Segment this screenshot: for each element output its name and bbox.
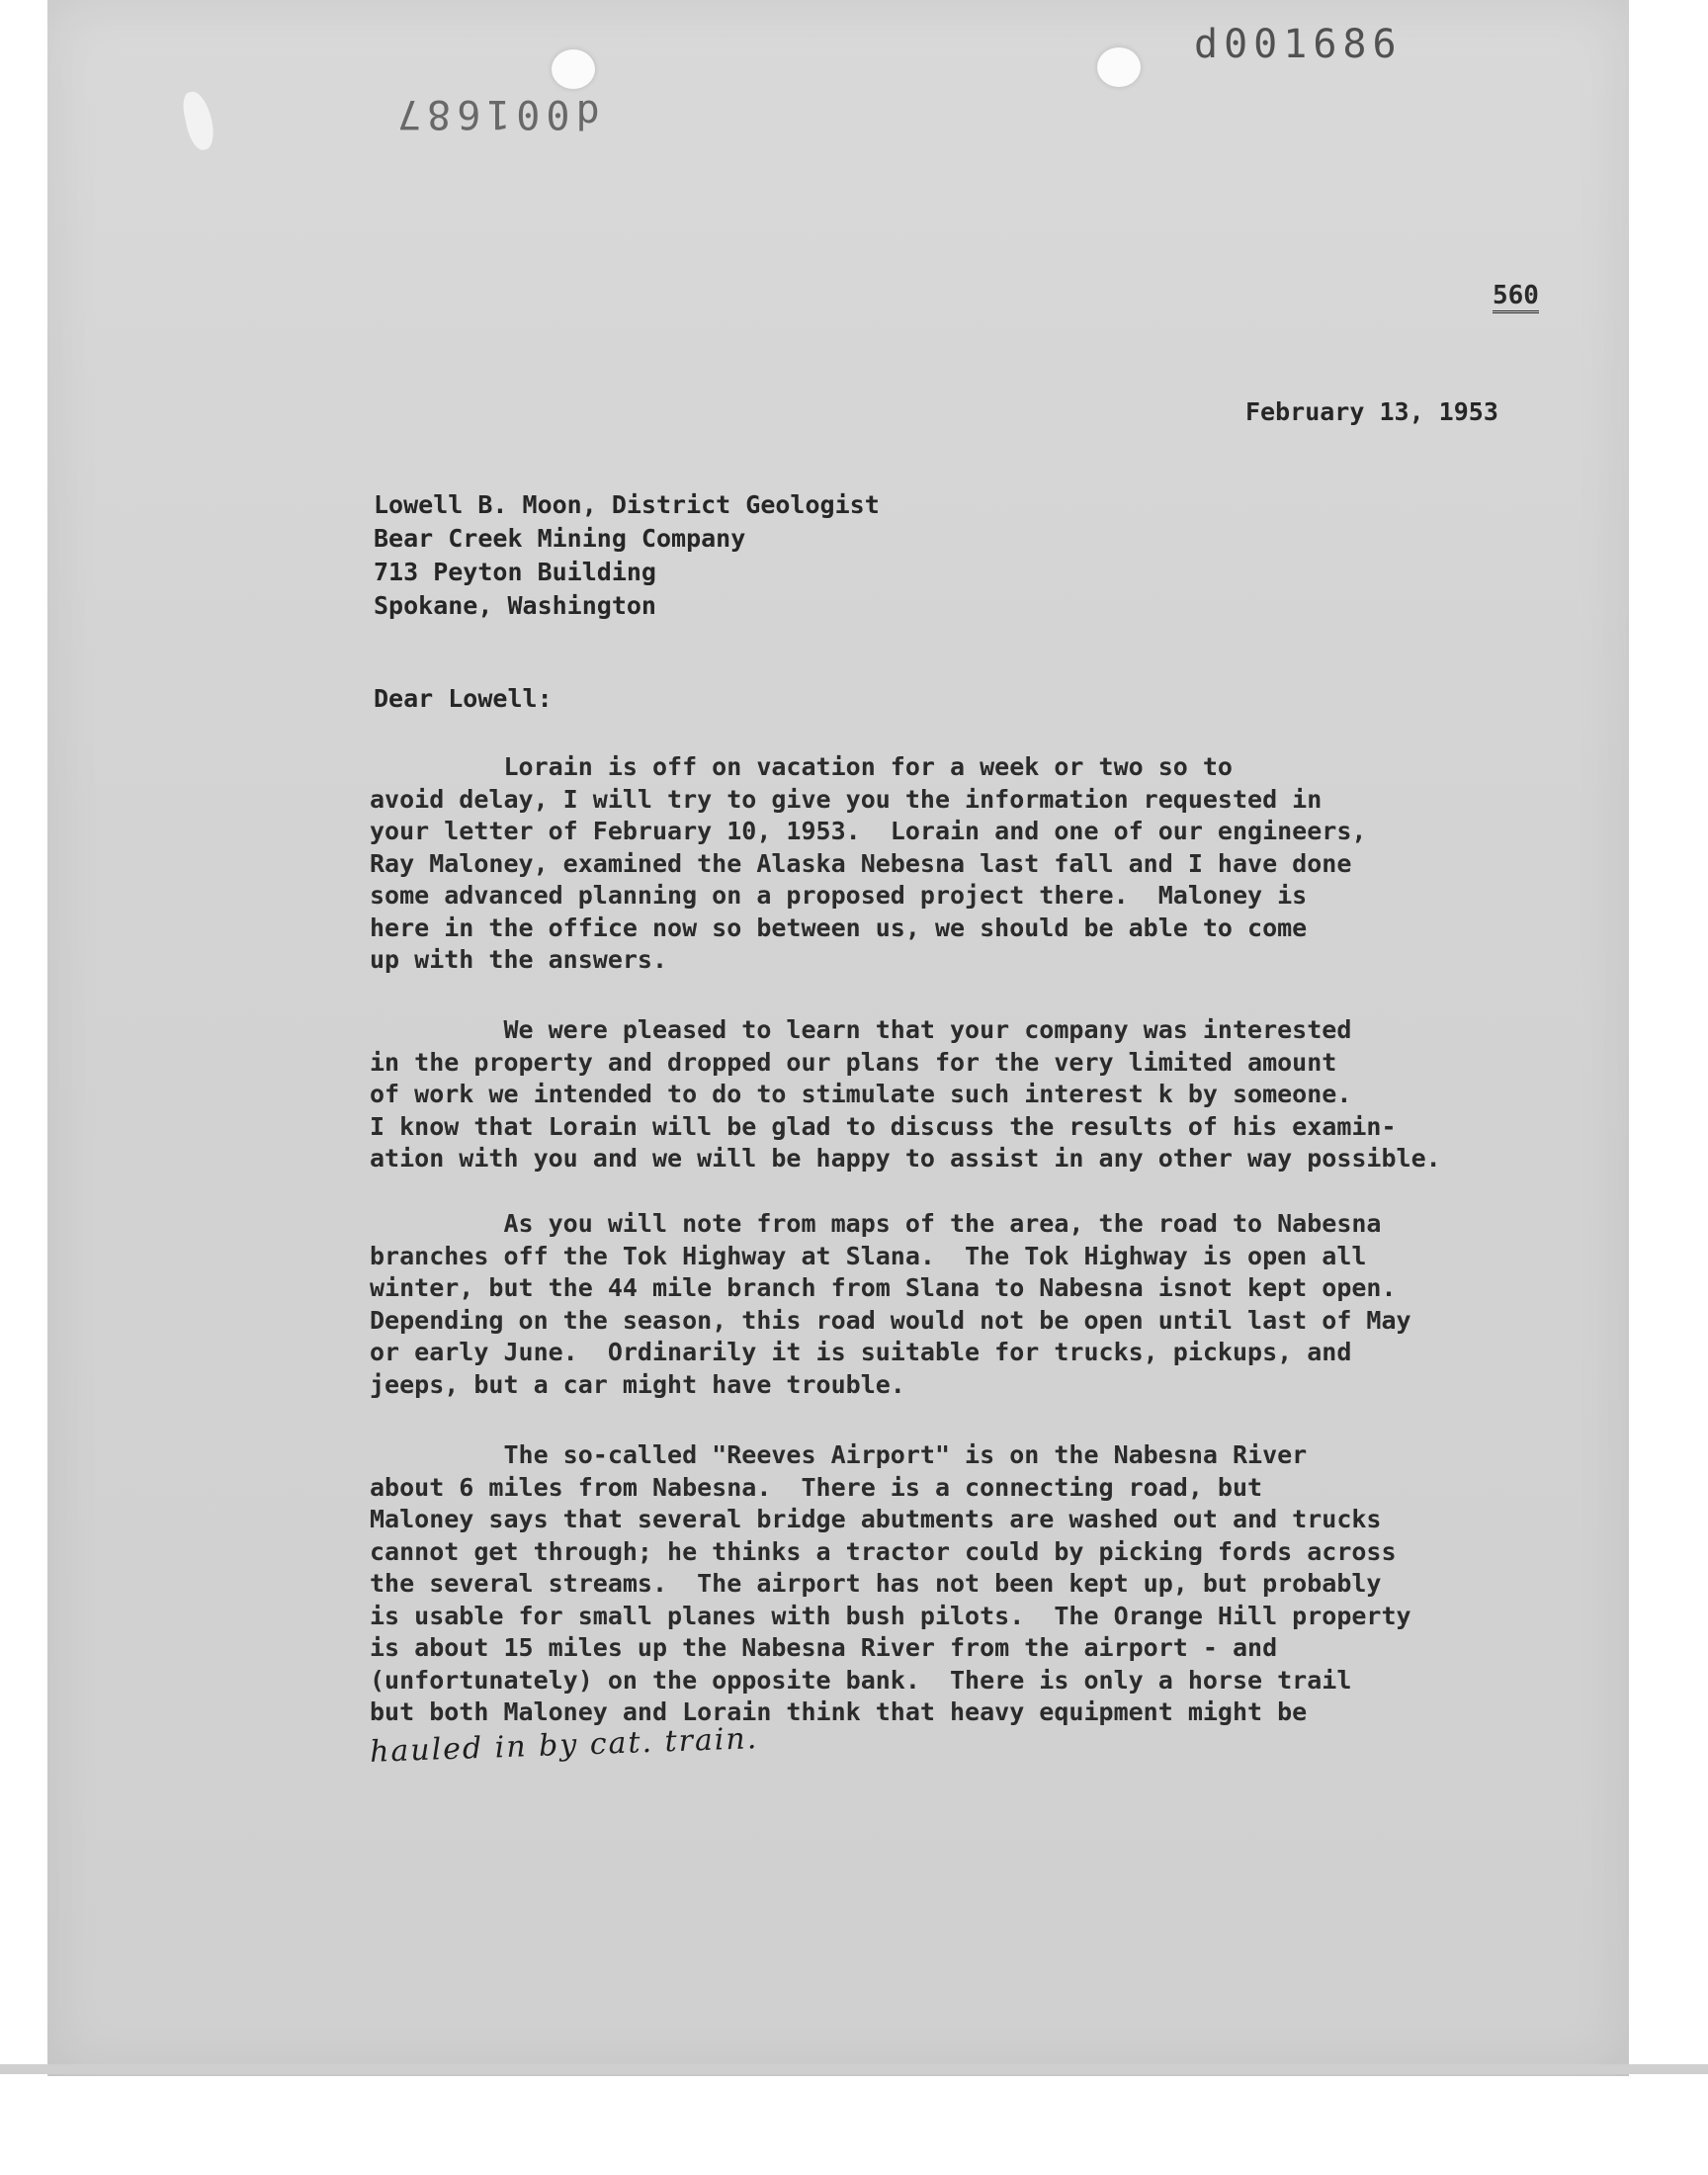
- text-line: branches off the Tok Highway at Slana. The Tok Highway is open all: [370, 1241, 1367, 1270]
- paper-tear-mark: [180, 89, 217, 152]
- text-line: jeeps, but a car might have trouble.: [370, 1369, 905, 1399]
- punch-hole-left: [552, 49, 595, 89]
- scan-edge-strip: [0, 2064, 1708, 2074]
- paragraph-4: [370, 1439, 1411, 1729]
- text-line: here in the office now so between us, we should be able to come: [370, 913, 1308, 942]
- text-line: or early June. Ordinarily it is suitable for trucks, pickups, and: [370, 1338, 1352, 1366]
- punch-hole-right: [1097, 47, 1141, 87]
- recipient-address: [374, 488, 880, 623]
- recipient-company-line: Bear Creek Mining Company: [374, 524, 746, 553]
- text-line: up with the answers.: [370, 945, 668, 974]
- paragraph-1: [370, 751, 1366, 977]
- text-line: Lorain is off on vacation for a week or two so to: [370, 752, 1233, 781]
- mirrored-stamp-number: d001687: [391, 91, 600, 136]
- text-line: (unfortunately) on the opposite bank. There is only a horse trail: [370, 1665, 1352, 1695]
- text-line: your letter of February 10, 1953. Lorain and one of our engineers,: [370, 817, 1367, 845]
- letter-date: February 13, 1953: [1245, 397, 1498, 426]
- handwritten-note: hauled in by cat. train.: [369, 1721, 759, 1770]
- text-line: some advanced planning on a proposed project there. Maloney is: [370, 881, 1308, 910]
- text-line: of work we intended to do to stimulate such interest k by someone.: [370, 1080, 1352, 1108]
- recipient-city-line: Spokane, Washington: [374, 591, 656, 620]
- text-line: Ray Maloney, examined the Alaska Nebesna last fall and I have done: [370, 848, 1352, 878]
- text-line: I know that Lorain will be glad to discuss the results of his examin-: [370, 1111, 1397, 1141]
- text-line: about 6 miles from Nabesna. There is a connecting road, but: [370, 1472, 1263, 1502]
- text-line: in the property and dropped our plans for the very limited amount: [370, 1047, 1337, 1077]
- text-line: ation with you and we will be happy to assist in any other way possible.: [370, 1144, 1441, 1173]
- text-line: We were pleased to learn that your company was interested: [370, 1015, 1352, 1044]
- text-line: winter, but the 44 mile branch from Slana to Nabesna isnot kept open.: [370, 1273, 1397, 1302]
- text-line: but both Maloney and Lorain think that heavy equipment might be: [370, 1697, 1308, 1726]
- document-stamp-number: d001686: [1194, 22, 1403, 67]
- recipient-name-line: Lowell B. Moon, District Geologist: [374, 490, 880, 519]
- page-number: 560: [1493, 281, 1539, 313]
- text-line: Maloney says that several bridge abutments are washed out and trucks: [370, 1505, 1382, 1533]
- letter-sheet: [47, 0, 1629, 2076]
- paragraph-3: [370, 1208, 1411, 1401]
- text-line: The so-called "Reeves Airport" is on the Nabesna River: [370, 1440, 1308, 1469]
- text-line: cannot get through; he thinks a tractor could by picking fords across: [370, 1536, 1397, 1566]
- text-line: is about 15 miles up the Nabesna River from the airport - and: [370, 1633, 1278, 1662]
- text-line: is usable for small planes with bush pilots. The Orange Hill property: [370, 1601, 1411, 1630]
- salutation: Dear Lowell:: [374, 684, 553, 713]
- text-line: Depending on the season, this road would not be open until last of May: [370, 1305, 1411, 1335]
- recipient-street-line: 713 Peyton Building: [374, 558, 656, 586]
- paragraph-2: [370, 1014, 1441, 1175]
- text-line: As you will note from maps of the area, the road to Nabesna: [370, 1209, 1382, 1238]
- text-line: the several streams. The airport has not been kept up, but probably: [370, 1569, 1382, 1598]
- text-line: avoid delay, I will try to give you the information requested in: [370, 784, 1323, 814]
